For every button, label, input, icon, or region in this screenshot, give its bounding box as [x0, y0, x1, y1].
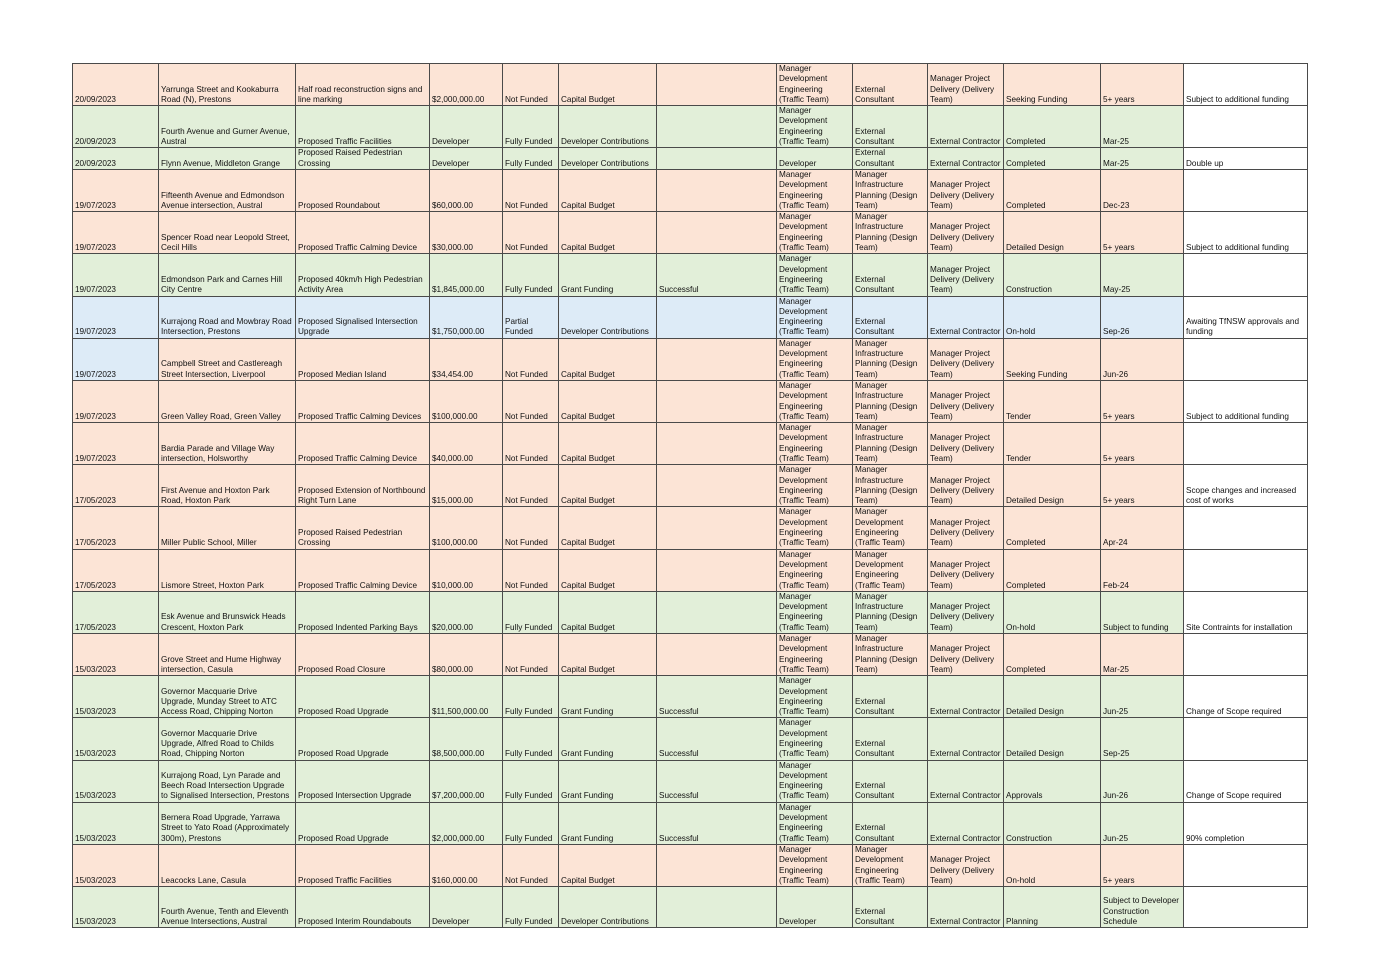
grant-result-cell: [657, 169, 777, 211]
table-row: [73, 64, 1308, 106]
grant-result-cell: [657, 887, 777, 928]
grant-result-cell: [657, 465, 777, 507]
stage-cell: Completed: [1004, 507, 1101, 549]
requested-by-cell: Manager Development Engineering (Traffic Team): [777, 634, 853, 676]
timeframe-cell: 5+ years: [1101, 844, 1184, 886]
design-by-cell: External Consultant: [853, 802, 928, 844]
requested-by-cell: Developer: [777, 148, 853, 170]
grant-result-cell: Successful: [657, 760, 777, 802]
date-cell: 20/09/2023: [73, 148, 159, 170]
proposal-cell: Proposed Road Upgrade: [296, 676, 430, 718]
stage-cell: Tender: [1004, 380, 1101, 422]
comments-cell: [1184, 844, 1308, 886]
funding-status-cell: Not Funded: [503, 380, 559, 422]
funding-source-cell: Capital Budget: [559, 634, 657, 676]
comments-cell: [1184, 549, 1308, 591]
funding-status-cell: Not Funded: [503, 338, 559, 380]
funding-source-cell: Capital Budget: [559, 212, 657, 254]
timeframe-cell: 5+ years: [1101, 423, 1184, 465]
location-cell: Governor Macquarie Drive Upgrade, Munday Street to ATC Access Road, Chipping Norton: [159, 676, 296, 718]
funding-source-cell: Developer Contributions: [559, 148, 657, 170]
proposal-cell: Proposed Extension of Northbound Right Turn Lane: [296, 465, 430, 507]
grant-result-cell: [657, 634, 777, 676]
table-row: [73, 549, 1308, 591]
funding-source-cell: Grant Funding: [559, 760, 657, 802]
stage-cell: On-hold: [1004, 296, 1101, 338]
timeframe-cell: 5+ years: [1101, 212, 1184, 254]
location-cell: Esk Avenue and Brunswick Heads Crescent, Hoxton Park: [159, 591, 296, 633]
design-by-cell: Manager Infrastructure Planning (Design Team): [853, 465, 928, 507]
requested-by-cell: Manager Development Engineering (Traffic Team): [777, 802, 853, 844]
funding-source-cell: Capital Budget: [559, 844, 657, 886]
cost-cell: $160,000.00: [430, 844, 503, 886]
date-cell: 19/07/2023: [73, 296, 159, 338]
table-row: [73, 718, 1308, 760]
location-cell: Grove Street and Hume Highway intersection, Casula: [159, 634, 296, 676]
stage-cell: Tender: [1004, 423, 1101, 465]
comments-cell: Site Contraints for installation: [1184, 591, 1308, 633]
location-cell: Kurrajong Road and Mowbray Road Intersection, Prestons: [159, 296, 296, 338]
delivery-by-cell: Manager Project Delivery (Delivery Team): [928, 338, 1004, 380]
timeframe-cell: Feb-24: [1101, 549, 1184, 591]
grant-result-cell: [657, 296, 777, 338]
funding-status-cell: Not Funded: [503, 507, 559, 549]
delivery-by-cell: External Contractor: [928, 148, 1004, 170]
requested-by-cell: Manager Development Engineering (Traffic Team): [777, 676, 853, 718]
funding-status-cell: Fully Funded: [503, 718, 559, 760]
cost-cell: $100,000.00: [430, 380, 503, 422]
proposal-cell: Proposed Raised Pedestrian Crossing: [296, 507, 430, 549]
stage-cell: Construction: [1004, 802, 1101, 844]
requested-by-cell: Manager Development Engineering (Traffic Team): [777, 64, 853, 106]
requested-by-cell: Manager Development Engineering (Traffic Team): [777, 423, 853, 465]
date-cell: 20/09/2023: [73, 64, 159, 106]
grant-result-cell: [657, 212, 777, 254]
funding-source-cell: Developer Contributions: [559, 887, 657, 928]
location-cell: Bardia Parade and Village Way intersection, Holsworthy: [159, 423, 296, 465]
cost-cell: $100,000.00: [430, 507, 503, 549]
stage-cell: Detailed Design: [1004, 212, 1101, 254]
cost-cell: $1,845,000.00: [430, 254, 503, 296]
proposal-cell: Proposed Road Upgrade: [296, 718, 430, 760]
cost-cell: $80,000.00: [430, 634, 503, 676]
design-by-cell: External Consultant: [853, 296, 928, 338]
funding-source-cell: Grant Funding: [559, 802, 657, 844]
date-cell: 19/07/2023: [73, 212, 159, 254]
funding-source-cell: Capital Budget: [559, 549, 657, 591]
comments-cell: Double up: [1184, 148, 1308, 170]
timeframe-cell: Mar-25: [1101, 148, 1184, 170]
requested-by-cell: Manager Development Engineering (Traffic Team): [777, 106, 853, 148]
funding-source-cell: Capital Budget: [559, 380, 657, 422]
stage-cell: On-hold: [1004, 591, 1101, 633]
location-cell: Lismore Street, Hoxton Park: [159, 549, 296, 591]
comments-cell: [1184, 338, 1308, 380]
date-cell: 17/05/2023: [73, 507, 159, 549]
delivery-by-cell: External Contractor: [928, 676, 1004, 718]
requested-by-cell: Manager Development Engineering (Traffic Team): [777, 169, 853, 211]
table-row: [73, 760, 1308, 802]
grant-result-cell: [657, 844, 777, 886]
stage-cell: Completed: [1004, 106, 1101, 148]
cost-cell: $7,200,000.00: [430, 760, 503, 802]
grant-result-cell: [657, 380, 777, 422]
delivery-by-cell: External Contractor: [928, 106, 1004, 148]
table-row: [73, 887, 1308, 928]
delivery-by-cell: Manager Project Delivery (Delivery Team): [928, 423, 1004, 465]
requested-by-cell: Manager Development Engineering (Traffic Team): [777, 296, 853, 338]
location-cell: Fourth Avenue, Tenth and Eleventh Avenue Intersections, Austral: [159, 887, 296, 928]
funding-source-cell: Capital Budget: [559, 465, 657, 507]
funding-source-cell: Developer Contributions: [559, 106, 657, 148]
grant-result-cell: [657, 549, 777, 591]
stage-cell: Completed: [1004, 549, 1101, 591]
design-by-cell: Manager Infrastructure Planning (Design Team): [853, 212, 928, 254]
comments-cell: [1184, 887, 1308, 928]
requested-by-cell: Manager Development Engineering (Traffic Team): [777, 591, 853, 633]
date-cell: 20/09/2023: [73, 106, 159, 148]
proposal-cell: Proposed Traffic Calming Device: [296, 212, 430, 254]
timeframe-cell: Mar-25: [1101, 634, 1184, 676]
date-cell: 19/07/2023: [73, 169, 159, 211]
requested-by-cell: Manager Development Engineering (Traffic Team): [777, 380, 853, 422]
stage-cell: Completed: [1004, 634, 1101, 676]
location-cell: Leacocks Lane, Casula: [159, 844, 296, 886]
delivery-by-cell: Manager Project Delivery (Delivery Team): [928, 465, 1004, 507]
location-cell: Governor Macquarie Drive Upgrade, Alfred Road to Childs Road, Chipping Norton: [159, 718, 296, 760]
proposal-cell: Proposed Traffic Calming Device: [296, 423, 430, 465]
requested-by-cell: Manager Development Engineering (Traffic Team): [777, 465, 853, 507]
design-by-cell: Manager Infrastructure Planning (Design Team): [853, 380, 928, 422]
cost-cell: $2,000,000.00: [430, 802, 503, 844]
comments-cell: [1184, 423, 1308, 465]
comments-cell: [1184, 634, 1308, 676]
funding-source-cell: Capital Budget: [559, 338, 657, 380]
date-cell: 19/07/2023: [73, 380, 159, 422]
funding-source-cell: Capital Budget: [559, 169, 657, 211]
comments-cell: [1184, 106, 1308, 148]
delivery-by-cell: Manager Project Delivery (Delivery Team): [928, 380, 1004, 422]
funding-source-cell: Capital Budget: [559, 591, 657, 633]
comments-cell: Subject to additional funding: [1184, 380, 1308, 422]
design-by-cell: External Consultant: [853, 148, 928, 170]
funding-status-cell: Fully Funded: [503, 591, 559, 633]
delivery-by-cell: Manager Project Delivery (Delivery Team): [928, 634, 1004, 676]
delivery-by-cell: Manager Project Delivery (Delivery Team): [928, 844, 1004, 886]
timeframe-cell: Jun-26: [1101, 338, 1184, 380]
date-cell: 15/03/2023: [73, 718, 159, 760]
funding-source-cell: Grant Funding: [559, 718, 657, 760]
funding-source-cell: Capital Budget: [559, 507, 657, 549]
design-by-cell: Manager Development Engineering (Traffic Team): [853, 549, 928, 591]
grant-result-cell: Successful: [657, 254, 777, 296]
funding-status-cell: Not Funded: [503, 169, 559, 211]
location-cell: Edmondson Park and Carnes Hill City Centre: [159, 254, 296, 296]
comments-cell: [1184, 169, 1308, 211]
table-row: [73, 380, 1308, 422]
funding-status-cell: Not Funded: [503, 465, 559, 507]
table-row: [73, 676, 1308, 718]
design-by-cell: External Consultant: [853, 106, 928, 148]
grant-result-cell: Successful: [657, 676, 777, 718]
location-cell: Kurrajong Road, Lyn Parade and Beech Road Intersection Upgrade to Signalised Intersection, Prestons: [159, 760, 296, 802]
proposal-cell: Proposed Signalised Intersection Upgrade: [296, 296, 430, 338]
timeframe-cell: 5+ years: [1101, 380, 1184, 422]
requested-by-cell: Manager Development Engineering (Traffic Team): [777, 549, 853, 591]
timeframe-cell: 5+ years: [1101, 465, 1184, 507]
requested-by-cell: Manager Development Engineering (Traffic Team): [777, 212, 853, 254]
grant-result-cell: Successful: [657, 802, 777, 844]
cost-cell: $10,000.00: [430, 549, 503, 591]
timeframe-cell: May-25: [1101, 254, 1184, 296]
comments-cell: Awaiting TfNSW approvals and funding: [1184, 296, 1308, 338]
proposal-cell: Proposed Traffic Facilities: [296, 106, 430, 148]
proposal-cell: Proposed Traffic Calming Devices: [296, 380, 430, 422]
location-cell: Flynn Avenue, Middleton Grange: [159, 148, 296, 170]
grant-result-cell: [657, 507, 777, 549]
cost-cell: $8,500,000.00: [430, 718, 503, 760]
requested-by-cell: Manager Development Engineering (Traffic Team): [777, 844, 853, 886]
delivery-by-cell: Manager Project Delivery (Delivery Team): [928, 254, 1004, 296]
design-by-cell: Manager Infrastructure Planning (Design Team): [853, 338, 928, 380]
cost-cell: $34,454.00: [430, 338, 503, 380]
date-cell: 15/03/2023: [73, 676, 159, 718]
date-cell: 15/03/2023: [73, 887, 159, 928]
date-cell: 19/07/2023: [73, 254, 159, 296]
funding-status-cell: Fully Funded: [503, 106, 559, 148]
delivery-by-cell: Manager Project Delivery (Delivery Team): [928, 549, 1004, 591]
location-cell: Spencer Road near Leopold Street, Cecil Hills: [159, 212, 296, 254]
grant-result-cell: [657, 591, 777, 633]
table-row: [73, 465, 1308, 507]
design-by-cell: Manager Infrastructure Planning (Design Team): [853, 423, 928, 465]
requested-by-cell: Developer: [777, 887, 853, 928]
comments-cell: [1184, 718, 1308, 760]
location-cell: Miller Public School, Miller: [159, 507, 296, 549]
funding-source-cell: Capital Budget: [559, 64, 657, 106]
funding-status-cell: Not Funded: [503, 549, 559, 591]
cost-cell: $2,000,000.00: [430, 64, 503, 106]
date-cell: 15/03/2023: [73, 634, 159, 676]
design-by-cell: External Consultant: [853, 760, 928, 802]
cost-cell: Developer: [430, 106, 503, 148]
proposal-cell: Proposed Median Island: [296, 338, 430, 380]
cost-cell: $30,000.00: [430, 212, 503, 254]
funding-status-cell: Partial Funded: [503, 296, 559, 338]
comments-cell: [1184, 254, 1308, 296]
grant-result-cell: Successful: [657, 718, 777, 760]
proposal-cell: Proposed Traffic Calming Device: [296, 549, 430, 591]
location-cell: Yarrunga Street and Kookaburra Road (N), Prestons: [159, 64, 296, 106]
table-row: [73, 423, 1308, 465]
grant-result-cell: [657, 338, 777, 380]
table-row: [73, 634, 1308, 676]
design-by-cell: External Consultant: [853, 887, 928, 928]
date-cell: 15/03/2023: [73, 844, 159, 886]
timeframe-cell: Dec-23: [1101, 169, 1184, 211]
funding-status-cell: Fully Funded: [503, 760, 559, 802]
date-cell: 19/07/2023: [73, 338, 159, 380]
timeframe-cell: Subject to Developer Construction Schedule: [1101, 887, 1184, 928]
date-cell: 17/05/2023: [73, 591, 159, 633]
delivery-by-cell: Manager Project Delivery (Delivery Team): [928, 64, 1004, 106]
funding-source-cell: Grant Funding: [559, 254, 657, 296]
date-cell: 19/07/2023: [73, 423, 159, 465]
funding-status-cell: Not Funded: [503, 212, 559, 254]
stage-cell: On-hold: [1004, 844, 1101, 886]
delivery-by-cell: External Contractor: [928, 718, 1004, 760]
design-by-cell: External Consultant: [853, 718, 928, 760]
date-cell: 15/03/2023: [73, 802, 159, 844]
funding-status-cell: Not Funded: [503, 64, 559, 106]
comments-cell: Change of Scope required: [1184, 760, 1308, 802]
location-cell: Campbell Street and Castlereagh Street Intersection, Liverpool: [159, 338, 296, 380]
stage-cell: Detailed Design: [1004, 718, 1101, 760]
proposal-cell: Proposed Indented Parking Bays: [296, 591, 430, 633]
requested-by-cell: Manager Development Engineering (Traffic Team): [777, 507, 853, 549]
proposal-cell: Proposed Traffic Facilities: [296, 844, 430, 886]
timeframe-cell: Mar-25: [1101, 106, 1184, 148]
comments-cell: 90% completion: [1184, 802, 1308, 844]
timeframe-cell: Sep-26: [1101, 296, 1184, 338]
delivery-by-cell: Manager Project Delivery (Delivery Team): [928, 591, 1004, 633]
funding-status-cell: Fully Funded: [503, 254, 559, 296]
table-row: [73, 591, 1308, 633]
funding-status-cell: Not Funded: [503, 844, 559, 886]
grant-result-cell: [657, 148, 777, 170]
funding-status-cell: Not Funded: [503, 423, 559, 465]
comments-cell: Scope changes and increased cost of works: [1184, 465, 1308, 507]
stage-cell: Completed: [1004, 169, 1101, 211]
comments-cell: Subject to additional funding: [1184, 64, 1308, 106]
cost-cell: $11,500,000.00: [430, 676, 503, 718]
stage-cell: Detailed Design: [1004, 465, 1101, 507]
proposal-cell: Proposed 40km/h High Pedestrian Activity Area: [296, 254, 430, 296]
table-row: [73, 802, 1308, 844]
cost-cell: $40,000.00: [430, 423, 503, 465]
design-by-cell: External Consultant: [853, 64, 928, 106]
stage-cell: Completed: [1004, 148, 1101, 170]
delivery-by-cell: External Contractor: [928, 760, 1004, 802]
design-by-cell: Manager Infrastructure Planning (Design Team): [853, 634, 928, 676]
timeframe-cell: Apr-24: [1101, 507, 1184, 549]
funding-source-cell: Developer Contributions: [559, 296, 657, 338]
grant-result-cell: [657, 106, 777, 148]
stage-cell: Approvals: [1004, 760, 1101, 802]
timeframe-cell: Subject to funding: [1101, 591, 1184, 633]
design-by-cell: Manager Infrastructure Planning (Design Team): [853, 591, 928, 633]
timeframe-cell: Sep-25: [1101, 718, 1184, 760]
comments-cell: Subject to additional funding: [1184, 212, 1308, 254]
location-cell: Fifteenth Avenue and Edmondson Avenue intersection, Austral: [159, 169, 296, 211]
table-row: [73, 212, 1308, 254]
stage-cell: Construction: [1004, 254, 1101, 296]
location-cell: Green Valley Road, Green Valley: [159, 380, 296, 422]
design-by-cell: Manager Development Engineering (Traffic Team): [853, 507, 928, 549]
funding-status-cell: Not Funded: [503, 634, 559, 676]
location-cell: Fourth Avenue and Gurner Avenue, Austral: [159, 106, 296, 148]
proposal-cell: Proposed Road Upgrade: [296, 802, 430, 844]
funding-status-cell: Fully Funded: [503, 676, 559, 718]
design-by-cell: Manager Development Engineering (Traffic Team): [853, 844, 928, 886]
funding-status-cell: Fully Funded: [503, 802, 559, 844]
delivery-by-cell: Manager Project Delivery (Delivery Team): [928, 169, 1004, 211]
funding-status-cell: Fully Funded: [503, 887, 559, 928]
table-row: [73, 169, 1308, 211]
table-row: [73, 254, 1308, 296]
proposal-cell: Proposed Roundabout: [296, 169, 430, 211]
cost-cell: $15,000.00: [430, 465, 503, 507]
requested-by-cell: Manager Development Engineering (Traffic Team): [777, 718, 853, 760]
delivery-by-cell: Manager Project Delivery (Delivery Team): [928, 507, 1004, 549]
cost-cell: $1,750,000.00: [430, 296, 503, 338]
date-cell: 15/03/2023: [73, 760, 159, 802]
date-cell: 17/05/2023: [73, 549, 159, 591]
design-by-cell: External Consultant: [853, 254, 928, 296]
cost-cell: $20,000.00: [430, 591, 503, 633]
proposal-cell: Proposed Interim Roundabouts: [296, 887, 430, 928]
location-cell: First Avenue and Hoxton Park Road, Hoxton Park: [159, 465, 296, 507]
stage-cell: Seeking Funding: [1004, 64, 1101, 106]
comments-cell: [1184, 507, 1308, 549]
delivery-by-cell: External Contractor: [928, 296, 1004, 338]
location-cell: Bernera Road Upgrade, Yarrawa Street to Yato Road (Approximately 300m), Prestons: [159, 802, 296, 844]
table-row: [73, 106, 1308, 148]
timeframe-cell: Jun-25: [1101, 676, 1184, 718]
delivery-by-cell: External Contractor: [928, 887, 1004, 928]
requested-by-cell: Manager Development Engineering (Traffic Team): [777, 254, 853, 296]
stage-cell: Planning: [1004, 887, 1101, 928]
grant-result-cell: [657, 423, 777, 465]
design-by-cell: External Consultant: [853, 676, 928, 718]
cost-cell: $60,000.00: [430, 169, 503, 211]
proposal-cell: Proposed Intersection Upgrade: [296, 760, 430, 802]
proposal-cell: Proposed Raised Pedestrian Crossing: [296, 148, 430, 170]
timeframe-cell: Jun-25: [1101, 802, 1184, 844]
table-row: [73, 844, 1308, 886]
table-row: [73, 338, 1308, 380]
requested-by-cell: Manager Development Engineering (Traffic Team): [777, 760, 853, 802]
proposal-cell: Proposed Road Closure: [296, 634, 430, 676]
table-row: [73, 296, 1308, 338]
funding-source-cell: Capital Budget: [559, 423, 657, 465]
date-cell: 17/05/2023: [73, 465, 159, 507]
design-by-cell: Manager Infrastructure Planning (Design Team): [853, 169, 928, 211]
timeframe-cell: 5+ years: [1101, 64, 1184, 106]
comments-cell: Change of Scope required: [1184, 676, 1308, 718]
timeframe-cell: Jun-26: [1101, 760, 1184, 802]
funding-source-cell: Grant Funding: [559, 676, 657, 718]
table-row: [73, 148, 1308, 170]
requested-by-cell: Manager Development Engineering (Traffic Team): [777, 338, 853, 380]
cost-cell: Developer: [430, 148, 503, 170]
stage-cell: Seeking Funding: [1004, 338, 1101, 380]
table-row: [73, 507, 1308, 549]
stage-cell: Detailed Design: [1004, 676, 1101, 718]
projects-table: [72, 63, 1308, 928]
delivery-by-cell: External Contractor: [928, 802, 1004, 844]
proposal-cell: Half road reconstruction signs and line marking: [296, 64, 430, 106]
grant-result-cell: [657, 64, 777, 106]
funding-status-cell: Fully Funded: [503, 148, 559, 170]
cost-cell: Developer: [430, 887, 503, 928]
delivery-by-cell: Manager Project Delivery (Delivery Team): [928, 212, 1004, 254]
